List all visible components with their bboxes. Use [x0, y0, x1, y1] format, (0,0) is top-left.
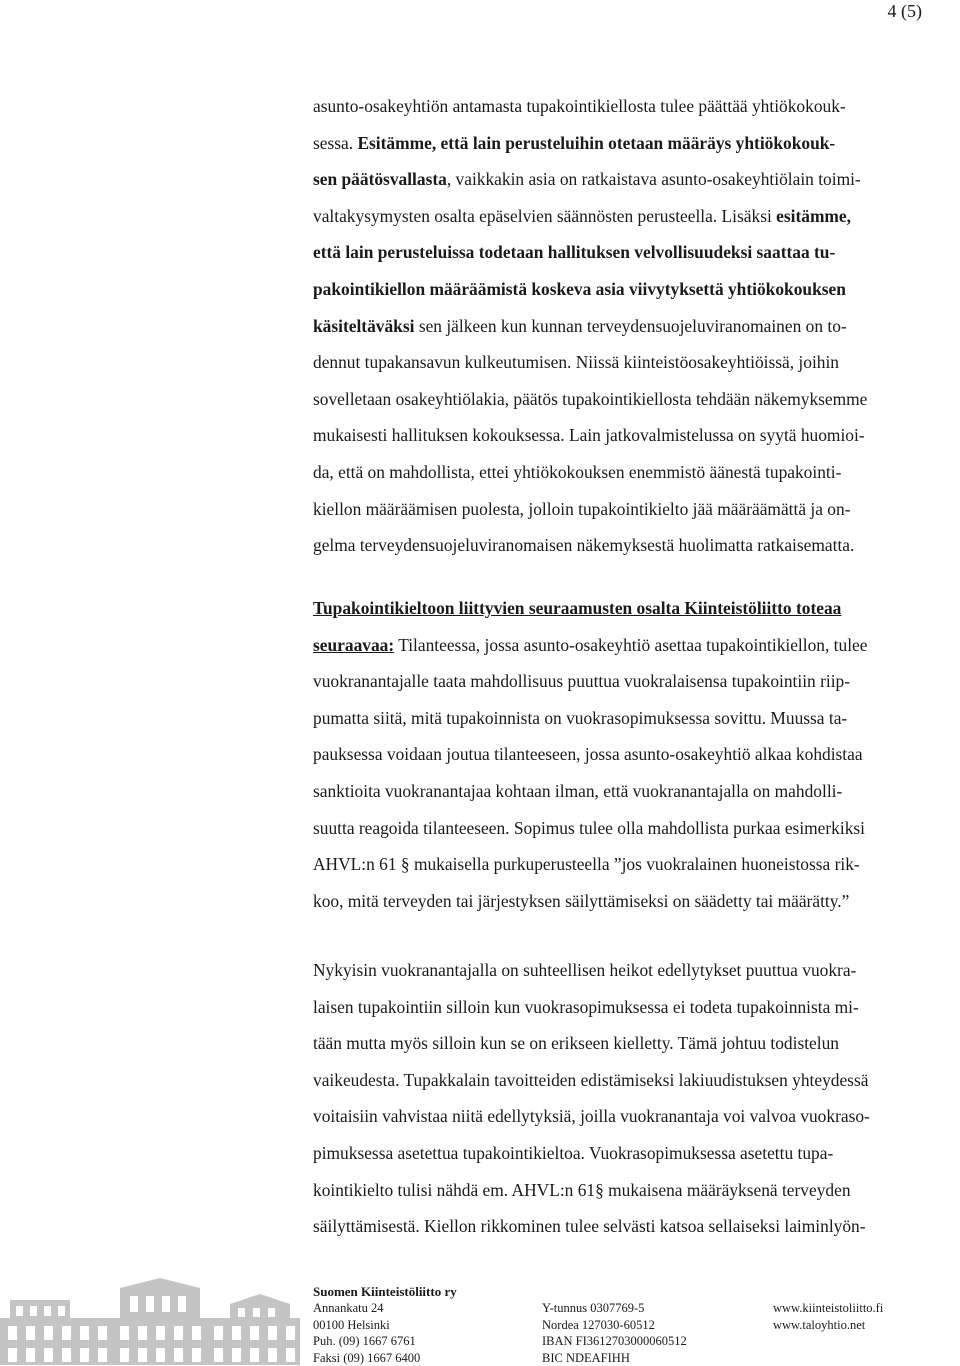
text-line: mukaisesti hallituksen kokouksessa. Lain jatkovalmistelussa on syytä huomioi- — [313, 425, 865, 446]
website-link[interactable]: www.taloyhtio.net — [773, 1317, 866, 1332]
text-line: vaikeudesta. Tupakkalain tavoitteiden edistämiseksi lakiuudistuksen yhteydessä — [313, 1069, 869, 1090]
text-line: vuokranantajalle taata mahdollisuus puuttua vuokralaisensa tupakointiin riip- — [313, 671, 851, 692]
text-line: voitaisiin vahvistaa niitä edellytyksiä, joilla vuokranantaja voi valvoa vuokraso- — [313, 1106, 870, 1127]
text-line: AHVL:n 61 § mukaisella purkuperusteella ”jos vuokralainen huoneistossa rik- — [313, 854, 860, 875]
text-line: da, että on mahdollista, ettei yhtiökokouksen enemmistö äänestä tupakointi- — [313, 461, 842, 482]
paragraph-3 — [313, 952, 959, 1245]
footer-line: Puh. (09) 1667 6761 — [313, 1334, 416, 1349]
text-line: Nykyisin vuokranantajalla on suhteellisen heikot edellytykset puuttua vuokra- — [313, 960, 857, 980]
text-line: pumatta siitä, mitä tupakoinnista on vuokrasopimuksessa sovittu. Muussa ta- — [313, 707, 848, 728]
page-number: 4 (5) — [887, 1, 922, 21]
footer-line: BIC NDEAFIHH — [542, 1350, 630, 1365]
website-link[interactable]: www.kiinteistoliitto.fi — [773, 1301, 884, 1316]
text-line: että lain perusteluissa todetaan hallituksen velvollisuudeksi saattaa tu- — [313, 242, 836, 263]
footer-line: Nordea 127030-60512 — [542, 1317, 655, 1332]
footer-bank-info — [542, 1300, 687, 1366]
text-line: sanktioita vuokranantajaa kohtaan ilman, että vuokranantajalla on mahdolli- — [313, 780, 843, 801]
text-line: sovelletaan osakeyhtiölakia, päätös tupakointikiellosta tehdään näkemyksemme — [313, 388, 868, 409]
text-line: dennut tupakansavun kulkeutumisen. Niissä kiinteistöosakeyhtiöissä, joihin — [313, 352, 840, 373]
paragraph-2 — [313, 590, 959, 919]
text-line: gelma terveydensuojeluviranomaisen näkemyksestä huolimatta ratkaisematta. — [313, 535, 855, 556]
text-line: säilyttämisestä. Kiellon rikkominen tulee selvästi katsoa sellaiseksi laiminlyön- — [313, 1216, 866, 1237]
text-line: koo, mitä terveyden tai järjestyksen säilyttämiseksi on säädetty tai määrätty.” — [313, 890, 850, 911]
text-line: pakointikiellon määräämistä koskeva asia viivytyksettä yhtiökokouksen — [313, 278, 846, 299]
text-line: kointikielto tulisi nähdä em. AHVL:n 61§ mukaisena määräyksenä terveyden — [313, 1179, 851, 1200]
text-line: laisen tupakointiin silloin kun vuokrasopimuksessa ei todeta tupakoinnista mi- — [313, 996, 859, 1017]
footer-line: 00100 Helsinki — [313, 1317, 390, 1332]
building-logo-icon — [0, 1278, 305, 1365]
text-line: kiellon määräämisen puolesta, jolloin tupakointikielto jää määräämättä ja on- — [313, 498, 851, 519]
text-line: sessa. Esitämme, että lain perusteluihin otetaan määräys yhtiökokouk- — [313, 132, 836, 153]
text-line: suutta reagoida tilanteeseen. Sopimus tulee olla mahdollista purkaa esimerkiksi — [313, 817, 866, 838]
footer-line: Annankatu 24 — [313, 1301, 384, 1316]
text-line: käsiteltäväksi sen jälkeen kun kunnan terveydensuojeluviranomainen on to- — [313, 315, 847, 336]
footer — [313, 1284, 953, 1365]
text-line: sen päätösvallasta, vaikkakin asia on ratkaistava asunto-osakeyhtiölain toimi- — [313, 169, 861, 190]
footer-websites — [773, 1300, 883, 1333]
organization-name: Suomen Kiinteistöliitto ry — [313, 1284, 457, 1299]
text-line: Tupakointikieltoon liittyvien seuraamusten osalta Kiinteistöliitto toteaa — [313, 598, 842, 618]
footer-line: Faksi (09) 1667 6400 — [313, 1350, 421, 1365]
text-line: tään mutta myös silloin kun se on erikseen kielletty. Tämä johtuu todistelun — [313, 1033, 839, 1054]
footer-line: Y-tunnus 0307769-5 — [542, 1301, 645, 1316]
footer-line: IBAN FI3612703000060512 — [542, 1334, 687, 1349]
text-line: pauksessa voidaan joutua tilanteeseen, jossa asunto-osakeyhtiö alkaa kohdistaa — [313, 744, 863, 765]
text-line: pimuksessa asetettua tupakointikieltoa. Vuokrasopimuksessa asetettu tupa- — [313, 1142, 834, 1163]
text-line: seuraavaa: Tilanteessa, jossa asunto-osakeyhtiö asettaa tupakointikiellon, tulee — [313, 634, 868, 655]
text-line: valtakysymysten osalta epäselvien säännösten perusteella. Lisäksi esitämme, — [313, 205, 851, 226]
text-line: asunto-osakeyhtiön antamasta tupakointikiellosta tulee päättää yhtiökokouk- — [313, 96, 846, 116]
paragraph-1 — [313, 88, 959, 564]
footer-address — [313, 1300, 420, 1366]
